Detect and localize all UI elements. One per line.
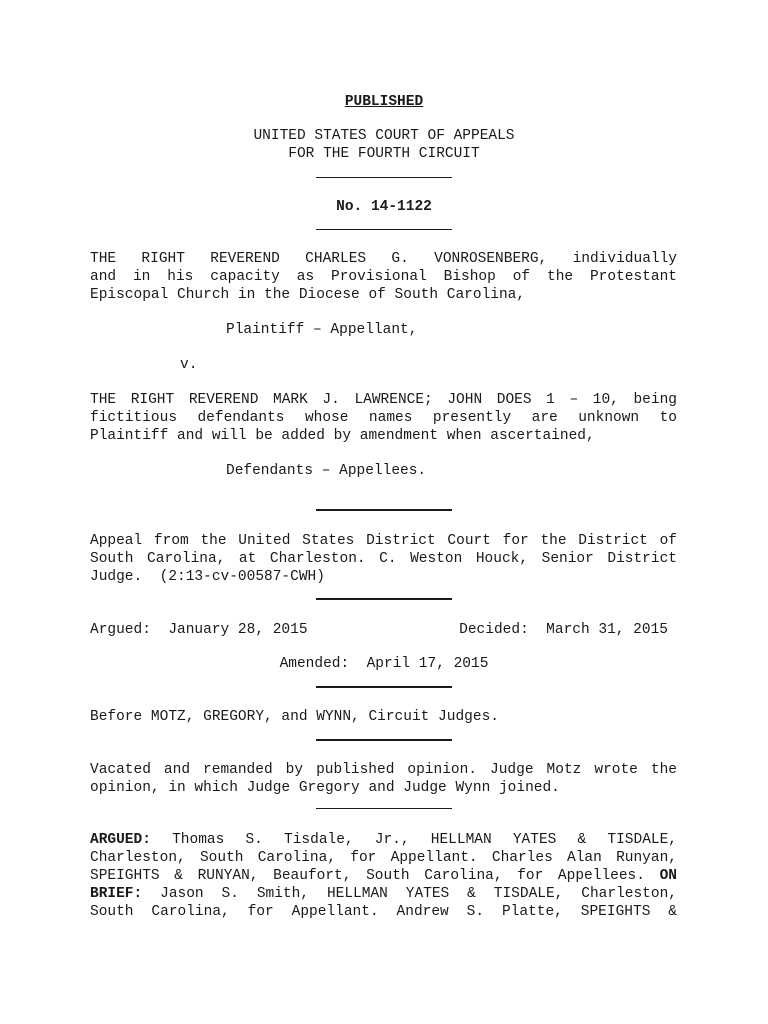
amended-date: Amended: April 17, 2015	[279, 656, 489, 672]
appeal-line: Judge. (2:13-cv-00587-CWH)	[90, 569, 325, 585]
versus-label: v.	[180, 357, 198, 373]
plaintiff-caption	[90, 250, 677, 304]
defendant-role: Defendants – Appellees.	[226, 463, 427, 479]
disposition-divider	[316, 808, 452, 809]
disposition-line: Vacated and remanded by published opinion. Judge Motz wrote the	[90, 762, 677, 778]
counsel-line: South Carolina, for Appellant. Andrew S. Platte, SPEIGHTS &	[90, 904, 677, 920]
case-number: No. 14-1122	[336, 199, 432, 215]
published-label: PUBLISHED	[344, 94, 424, 110]
case-number-divider	[316, 229, 452, 230]
counsel-text: Thomas S. Tisdale, Jr., HELLMAN YATES & TISDALE,	[150, 832, 677, 848]
court-name-line1: UNITED STATES COURT OF APPEALS	[253, 128, 515, 144]
on-label: ON	[659, 868, 677, 884]
dates-divider	[316, 686, 452, 688]
appeal-line: Appeal from the United States District Court for the District of	[90, 533, 677, 549]
panel-judges: Before MOTZ, GREGORY, and WYNN, Circuit Judges.	[90, 709, 499, 725]
defendant-line: fictitious defendants whose names presently are unknown to	[90, 410, 677, 426]
appeal-divider	[316, 598, 452, 600]
counsel-paragraph	[90, 831, 677, 921]
plaintiff-line: and in his capacity as Provisional Bishop of the Protestant	[90, 269, 677, 285]
argued-label: ARGUED:	[90, 832, 151, 848]
decided-date: Decided: March 31, 2015	[459, 622, 668, 638]
court-name-line2: FOR THE FOURTH CIRCUIT	[288, 146, 480, 162]
disposition-line: opinion, in which Judge Gregory and Judge Wynn joined.	[90, 780, 560, 796]
counsel-text: SPEIGHTS & RUNYAN, Beaufort, South Carolina, for Appellees.	[90, 868, 645, 884]
panel-divider	[316, 739, 452, 741]
counsel-line	[90, 831, 677, 849]
counsel-text: Jason S. Smith, HELLMAN YATES & TISDALE, Charleston,	[142, 886, 677, 902]
appeal-line: South Carolina, at Charleston. C. Weston Houck, Senior District	[90, 551, 677, 567]
defendant-line: THE RIGHT REVEREND MARK J. LAWRENCE; JOHN DOES 1 – 10, being	[90, 392, 677, 408]
defendant-caption	[90, 391, 677, 445]
plaintiff-role: Plaintiff – Appellant,	[226, 322, 418, 338]
plaintiff-line: THE RIGHT REVEREND CHARLES G. VONROSENBERG, individually	[90, 251, 677, 267]
brief-label: BRIEF:	[90, 886, 143, 902]
header-divider	[316, 177, 452, 178]
plaintiff-line: Episcopal Church in the Diocese of South Carolina,	[90, 287, 526, 303]
disposition-paragraph	[90, 761, 677, 797]
argued-date: Argued: January 28, 2015	[90, 622, 308, 638]
counsel-line: Charleston, South Carolina, for Appellant. Charles Alan Runyan,	[90, 850, 677, 866]
counsel-line	[90, 867, 677, 885]
defendant-line: Plaintiff and will be added by amendment when ascertained,	[90, 428, 595, 444]
caption-divider	[316, 509, 452, 511]
appeal-paragraph	[90, 532, 677, 586]
counsel-line	[90, 885, 677, 903]
